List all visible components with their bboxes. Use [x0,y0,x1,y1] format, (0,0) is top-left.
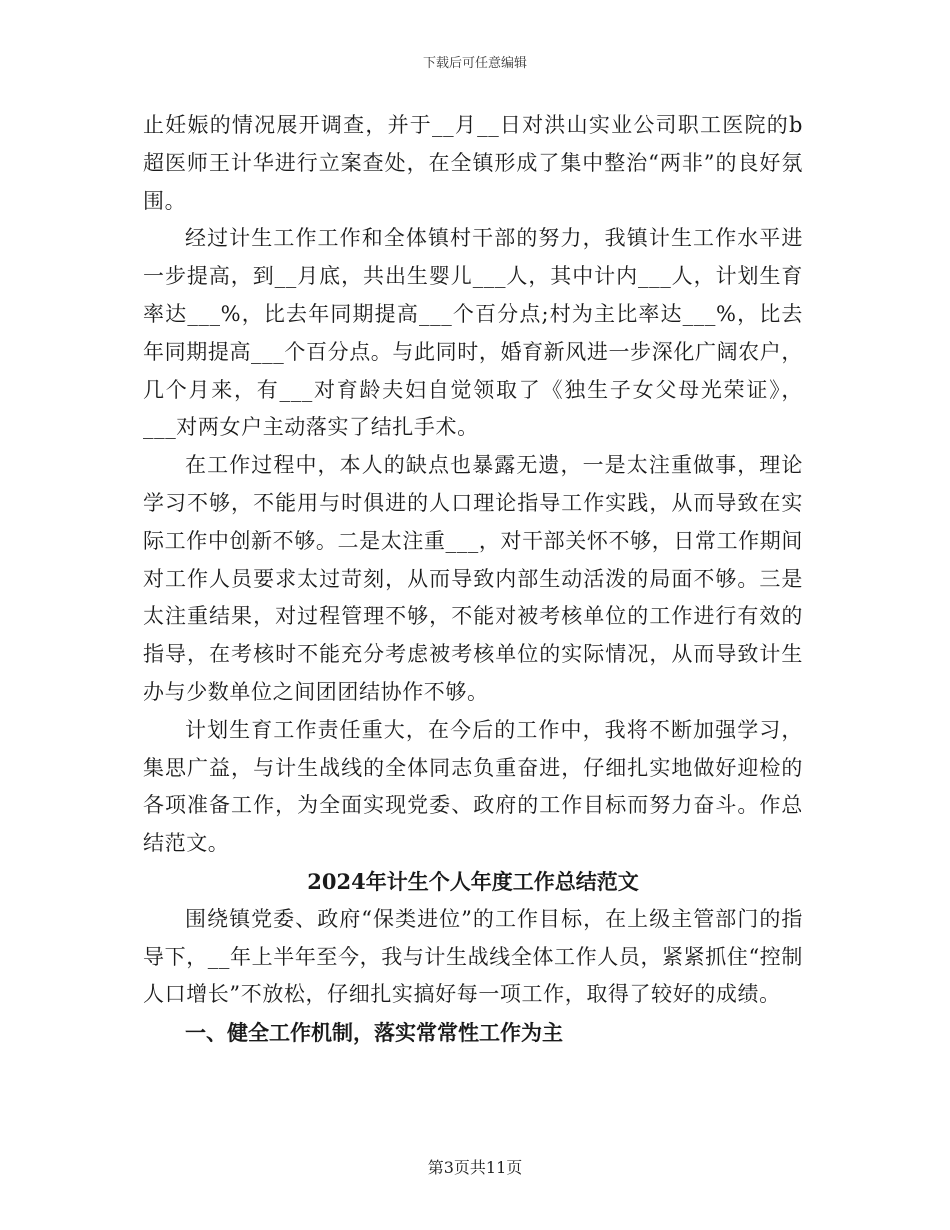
page-header: 下载后可任意编辑 [422,56,527,71]
paragraph-5: 围绕镇党委、政府“保类进位”的工作目标，在上级主管部门的指导下，__年上半年至今，我与计生战线全体工作人员，紧紧抓住“控制人口增长”不放松，仔细扎实搞好每一项工作，取得了较好的成绩。 [143,906,803,1007]
paragraph-4: 计划生育工作责任重大，在今后的工作中，我将不断加强学习，集思广益，与计生战线的全体同志负重奋进，仔细扎实地做好迎检的各项准备工作，为全面实现党委、政府的工作目标而努力奋斗。作总结范文。 [143,717,803,856]
document-body [143,107,803,1052]
section-title: 2024年计生个人年度工作总结范文 [307,868,639,894]
page-number: 第3页共11页 [427,1158,523,1177]
paragraph-1: 止妊娠的情况展开调查，并于__月__日对洪山实业公司职工医院的b超医师王计华进行立案查处，在全镇形成了集中整治“两非”的良好氛围。 [143,113,803,213]
section-heading-1: 一、健全工作机制，落实常常性工作为主 [185,1020,563,1046]
paragraph-3: 在工作过程中，本人的缺点也暴露无遗，一是太注重做事，理论学习不够，不能用与时俱进的人口理论指导工作实践，从而导致在实际工作中创新不够。二是太注重___，对干部关怀不够，日常工作期间对工作人员要求太过苛刻，从而导致内部生动活泼的局面不够。三是太注重结果，对过程管理不够，不能对被考核单位的工作进行有效的指导，在考核时不能充分考虑被考核单位的实际情况，从而导致计生办与少数单位之间团团结协作不够。 [143,453,803,704]
paragraph-2: 经过计生工作工作和全体镇村干部的努力，我镇计生工作水平进一步提高，到__月底，共出生婴儿___人，其中计内___人，计划生育率达___%，比去年同期提高___个百分点;村为主比率达___%，比去年同期提高___个百分点。与此同时，婚育新风进一步深化广阔农户，几个月来，有___对育龄夫妇自觉领取了《独生子女父母光荣证》，___对两女户主动落实了结扎手术。 [143,226,803,440]
